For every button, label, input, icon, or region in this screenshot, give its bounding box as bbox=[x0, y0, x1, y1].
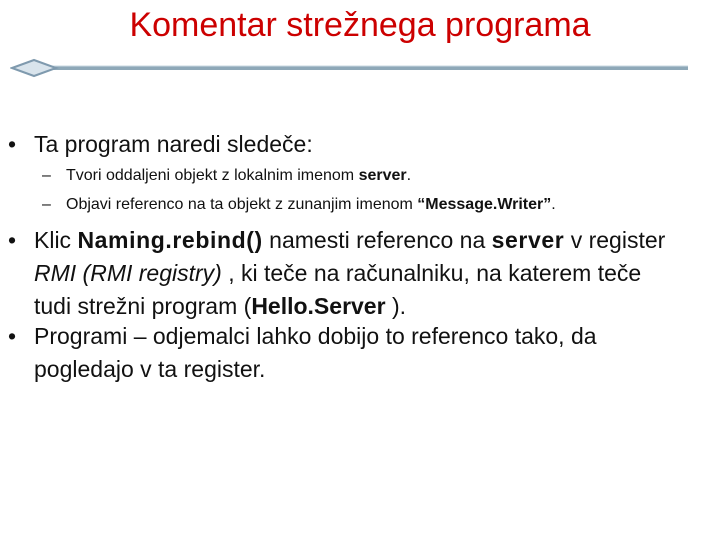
bullet-marker: • bbox=[8, 323, 17, 349]
bullet-1-text: Ta program naredi sledeče: bbox=[34, 131, 313, 157]
sub-bullet-1-part: . bbox=[406, 167, 412, 184]
bullet-marker: • bbox=[8, 227, 17, 253]
bullet-marker: • bbox=[8, 131, 17, 157]
sub-bullet-1-text bbox=[66, 166, 686, 186]
sub-bullet-2-part: Objavi referenco na ta objekt z zunanjim imenom bbox=[66, 196, 418, 213]
title-divider bbox=[10, 56, 690, 80]
bullet-2-part: v register bbox=[564, 227, 666, 253]
bullet-2-part: ). bbox=[385, 293, 407, 319]
external-name: “Message.Writer” bbox=[417, 196, 552, 213]
server-name: server bbox=[491, 227, 565, 253]
server-name: server bbox=[358, 167, 407, 184]
sub-bullet-2-part: . bbox=[551, 196, 556, 213]
sub-bullet-marker: – bbox=[42, 167, 51, 184]
bullet-2-text bbox=[34, 224, 674, 323]
class-name: Hello.Server bbox=[251, 293, 386, 319]
sub-bullet-marker: – bbox=[42, 196, 51, 213]
bullet-2-part: namesti referenco na bbox=[262, 227, 492, 253]
bullet-2-part: , ki teče na računalniku, na katerem teče tudi strežni program ( bbox=[34, 260, 642, 319]
bullet-2-part: Klic bbox=[34, 227, 78, 253]
rmi-registry: RMI (RMI registry) bbox=[34, 260, 222, 286]
slide-title: Komentar strežnega programa bbox=[129, 6, 591, 44]
diamond-icon bbox=[12, 60, 56, 76]
method-name: Naming.rebind() bbox=[77, 227, 263, 253]
sub-bullet-2-text bbox=[66, 195, 686, 215]
bullet-3-text: Programi – odjemalci lahko dobijo to referenco tako, da pogledajo v ta register. bbox=[34, 323, 597, 382]
sub-bullet-1-part: Tvori oddaljeni objekt z lokalnim imenom bbox=[66, 167, 359, 184]
